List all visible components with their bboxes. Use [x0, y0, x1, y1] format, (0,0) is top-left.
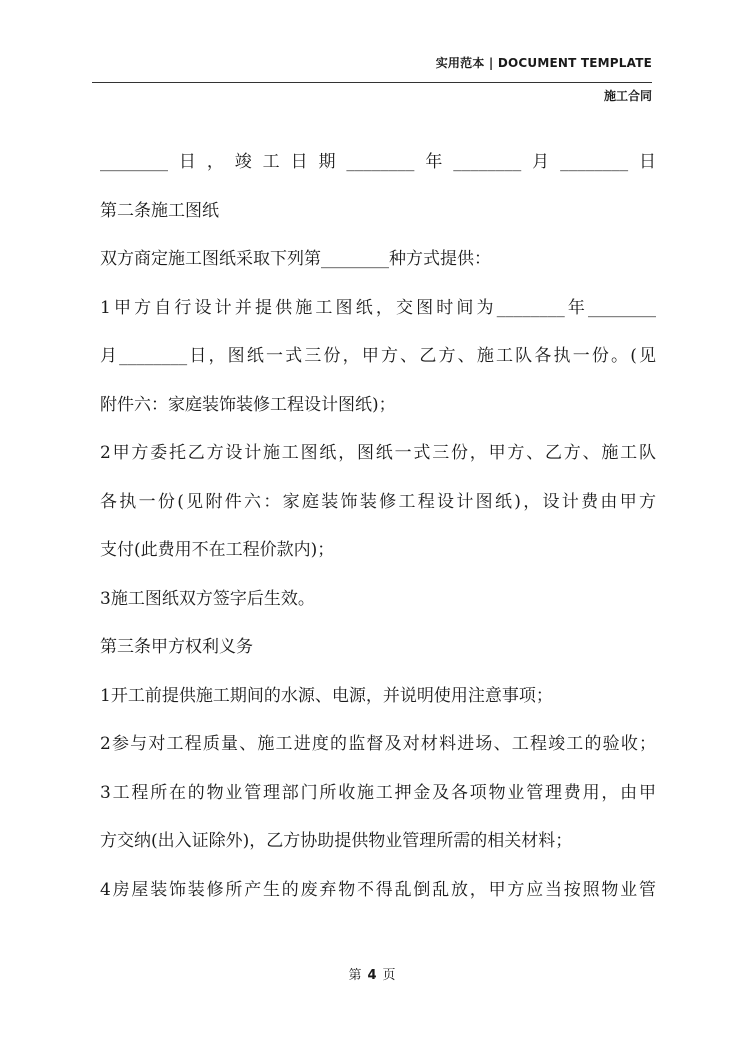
body-line: 1开工前提供施工期间的水源、电源，并说明使用注意事项；	[100, 685, 553, 706]
body-line: 1甲方自行设计并提供施工图纸，交图时间为________年________	[100, 297, 656, 318]
page-number: 4	[367, 968, 377, 983]
body-line: 2参与对工程质量、施工进度的监督及对材料进场、工程竣工的验收；	[100, 734, 656, 754]
header-title: 实用范本 | DOCUMENT TEMPLATE	[435, 56, 652, 70]
page-number-prefix: 第	[348, 968, 362, 983]
body-line: 支付(此费用不在工程价款内)；	[100, 540, 335, 560]
header-subtitle: 施工合同	[603, 89, 652, 103]
page-number-suffix: 页	[382, 968, 396, 983]
page-footer	[0, 964, 744, 983]
body-line: 月________日，图纸一式三份，甲方、乙方、施工队各执一份。(见	[100, 346, 656, 366]
body-line: 附件六：家庭装饰装修工程设计图纸)；	[100, 394, 396, 415]
document-body	[100, 138, 656, 914]
body-line: 3工程所在的物业管理部门所收施工押金及各项物业管理费用，由甲	[100, 782, 656, 803]
header-divider	[92, 82, 652, 83]
body-line: 各执一份(见附件六：家庭装饰装修工程设计图纸)，设计费由甲方	[100, 491, 656, 512]
section-heading: 第二条施工图纸	[100, 200, 219, 221]
section-heading: 第三条甲方权利义务	[100, 637, 253, 657]
body-line: 4房屋装饰装修所产生的废弃物不得乱倒乱放，甲方应当按照物业管	[100, 879, 656, 900]
body-line: 方交纳(出入证除外)，乙方协助提供物业管理所需的相关材料；	[100, 831, 573, 851]
body-line: 2甲方委托乙方设计施工图纸，图纸一式三份，甲方、乙方、施工队	[100, 443, 656, 463]
body-line: 3施工图纸双方签字后生效。	[100, 588, 315, 609]
body-line: 双方商定施工图纸采取下列第________种方式提供：	[100, 249, 491, 269]
body-line: ________日，竣工日期________年________月________日	[100, 152, 656, 172]
